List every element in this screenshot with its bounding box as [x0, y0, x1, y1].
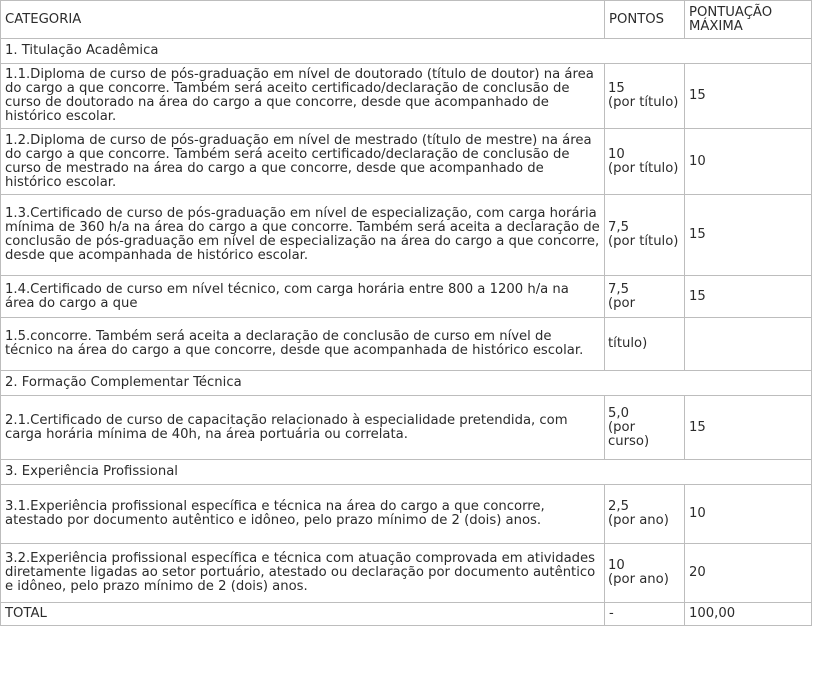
total-row — [1, 603, 812, 626]
points-unit: (por curso) — [608, 419, 650, 449]
points-value: 10 — [608, 146, 625, 162]
table-row — [1, 318, 812, 371]
table-row — [1, 276, 812, 318]
row-description: 1.3.Certificado de curso de pós-graduação em nível de especialização, com carga horária mínima de 360 h/a na área do cargo a que concorre. Também será aceita a declaração de conclusão de pós-graduação em nível de especialização na área do cargo a que concorre, desde que acompanhada de histórico escolar. — [1, 195, 605, 276]
table-row — [1, 485, 812, 544]
section-row — [1, 371, 812, 396]
row-max-points: 15 — [685, 64, 812, 129]
table-row — [1, 129, 812, 195]
points-unit: título) — [608, 336, 648, 351]
header-pontos: PONTOS — [605, 1, 685, 39]
points-unit: (por título) — [608, 95, 679, 110]
table-row — [1, 64, 812, 129]
row-points — [605, 396, 685, 460]
section-title: 3. Experiência Profissional — [1, 460, 812, 485]
table-row — [1, 396, 812, 460]
points-unit: (por ano) — [608, 513, 669, 528]
total-label: TOTAL — [1, 603, 605, 626]
table-row — [1, 544, 812, 603]
points-value: 15 — [608, 81, 625, 96]
points-unit: (por — [608, 295, 636, 311]
row-points — [605, 129, 685, 195]
row-description: 2.1.Certificado de curso de capacitação relacionado à especialidade pretendida, com carga horária mínima de 40h, na área portuária ou correlata. — [1, 396, 605, 460]
table-header-row — [1, 1, 812, 39]
points-value: 5,0 — [608, 405, 629, 421]
row-description: 1.2.Diploma de curso de pós-graduação em nível de mestrado (título de mestre) na área do cargo a que concorre. Também será aceito certificado/declaração de conclusão de curso de mestrado na área do cargo a que concorre, desde que acompanhado de histórico escolar. — [1, 129, 605, 195]
points-value: 10 — [608, 558, 625, 573]
row-points — [605, 544, 685, 603]
header-pontuacao-maxima: PONTUAÇÃO MÁXIMA — [685, 1, 812, 39]
row-max-points: 15 — [685, 276, 812, 318]
section-title: 1. Titulação Acadêmica — [1, 39, 812, 64]
total-points: - — [605, 603, 685, 626]
row-max-points: 10 — [685, 129, 812, 195]
points-unit: (por título) — [608, 234, 679, 249]
row-points — [605, 195, 685, 276]
points-unit: (por título) — [608, 160, 679, 176]
row-points — [605, 276, 685, 318]
row-description: 1.5.concorre. Também será aceita a declaração de conclusão de curso em nível de técnico na área do cargo a que concorre, desde que acompanhada de histórico escolar. — [1, 318, 605, 371]
points-value: 7,5 — [608, 281, 629, 297]
row-points — [605, 485, 685, 544]
row-description: 3.2.Experiência profissional específica e técnica com atuação comprovada em atividades diretamente ligadas ao setor portuário, atestado ou declaração por documento autêntico e idôneo, pelo prazo mínimo de 2 (dois) anos. — [1, 544, 605, 603]
row-description: 1.1.Diploma de curso de pós-graduação em nível de doutorado (título de doutor) na área do cargo a que concorre. Também será aceito certificado/declaração de conclusão de curso de doutorado na área do cargo a que concorre, desde que acompanhado de histórico escolar. — [1, 64, 605, 129]
row-points — [605, 318, 685, 371]
section-row — [1, 460, 812, 485]
points-value: 2,5 — [608, 499, 629, 514]
row-max-points: 15 — [685, 396, 812, 460]
row-max-points: 20 — [685, 544, 812, 603]
points-unit: (por ano) — [608, 572, 669, 587]
table-row — [1, 195, 812, 276]
section-row — [1, 39, 812, 64]
row-description: 1.4.Certificado de curso em nível técnico, com carga horária entre 800 a 1200 h/a na área do cargo a que — [1, 276, 605, 318]
points-value: 7,5 — [608, 220, 629, 235]
row-max-points: 10 — [685, 485, 812, 544]
total-max: 100,00 — [685, 603, 812, 626]
row-max-points: 15 — [685, 195, 812, 276]
row-max-points — [685, 318, 812, 371]
row-description: 3.1.Experiência profissional específica e técnica na área do cargo a que concorre, atestado por documento autêntico e idôneo, pelo prazo mínimo de 2 (dois) anos. — [1, 485, 605, 544]
section-title: 2. Formação Complementar Técnica — [1, 371, 812, 396]
row-points — [605, 64, 685, 129]
header-categoria: CATEGORIA — [1, 1, 605, 39]
